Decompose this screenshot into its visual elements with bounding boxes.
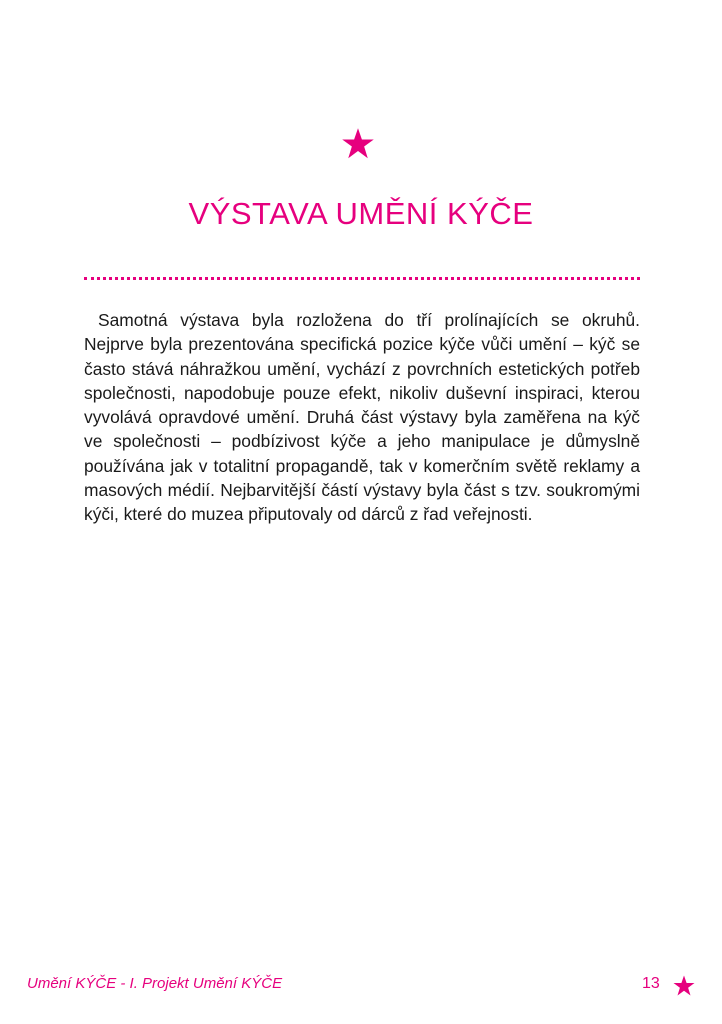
body-paragraph: Samotná výstava byla rozložena do tří prolínajících se okruhů. Nejprve byla prezentována specifická pozice kýče vůči umění – kýč se často stává náhražkou umění, vychází z povrchních estetických potřeb společnosti, napodobuje pouze efekt, nikoliv duševní inspiraci, kterou vyvolává opravdové umění. Druhá část výstavy byla zaměřena na kýč ve společnosti – podbízivost kýče a jeho manipulace je důmyslně používána jak v totalitní propagandě, tak v komerčním světě reklamy a masových médií. Nejbarvitější částí výstavy byla část s tzv. soukromými kýči, které do muzea připutovaly od dárců z řad veřejnosti. — [84, 310, 640, 525]
star-icon — [340, 126, 376, 162]
page-number: 13 — [642, 975, 660, 992]
dotted-divider — [84, 277, 640, 280]
star-icon — [672, 974, 696, 998]
footer-title: Umění KÝČE - I. Projekt Umění KÝČE — [27, 975, 283, 992]
page-title: VÝSTAVA UMĚNÍ KÝČE — [188, 196, 534, 231]
